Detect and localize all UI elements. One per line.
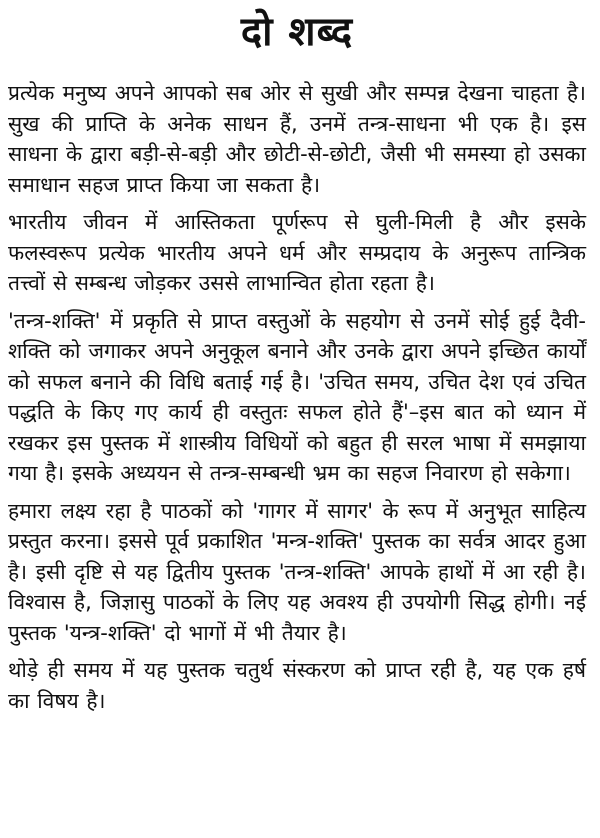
paragraph-indian-life: भारतीय जीवन में आस्तिकता पूर्णरूप से घुली-मिली है और इसके फलस्वरूप प्रत्येक भारतीय अपने धर्म और सम्प्रदाय के अनुरूप तान्त्रिक तत्त्वों से सम्बन्ध जोड़कर उससे लाभान्वित होता रहता है। (8, 210, 586, 295)
paragraph-edition: थोड़े ही समय में यह पुस्तक चतुर्थ संस्करण को प्राप्त रही है, यह एक हर्ष का विषय है। (8, 658, 586, 713)
paragraph-tantra-shakti: 'तन्त्र-शक्ति' में प्रकृति से प्राप्त वस्तुओं के सहयोग से उनमें सोई हुई दैवी-शक्ति को जगाकर अपने अनुकूल बनाने और उनके द्वारा अपने इच्छित कार्यों को सफल बनाने की विधि बताई गई है। 'उचित समय, उचित देश एवं उचित पद्धति के किए गए कार्य ही वस्तुतः सफल होते हैं'–इस बात को ध्यान में रखकर इस पुस्तक में शास्त्रीय विधियों को बहुत ही सरल भाषा में समझाया गया है। इसके अध्ययन से तन्त्र-सम्बन्धी भ्रम का सहज निवारण हो सकेगा। (8, 308, 586, 485)
paragraph-goal: हमारा लक्ष्य रहा है पाठकों को 'गागर में सागर' के रूप में अनुभूत साहित्य प्रस्तुत करना। इससे पूर्व प्रकाशित 'मन्त्र-शक्ति' पुस्तक का सर्वत्र आदर हुआ है। इसी दृष्टि से यह द्वितीय पुस्तक 'तन्त्र-शक्ति' आपके हाथों में आ रही है। विश्वास है, जिज्ञासु पाठकों के लिए यह अवश्य ही उपयोगी सिद्ध होगी। नई पुस्तक 'यन्त्र-शक्ति' दो भागों में भी तैयार है। (8, 498, 586, 645)
paragraph-intro: प्रत्येक मनुष्य अपने आपको सब ओर से सुखी और सम्पन्न देखना चाहता है। सुख की प्राप्ति के अनेक साधन हैं, उनमें तन्त्र-साधना भी एक है। इस साधना के द्वारा बड़ी-से-बड़ी और छोटी-से-छोटी, जैसी भी समस्या हो उसका समाधान सहज प्राप्त किया जा सकता है। (8, 81, 586, 197)
page-title: दो शब्द (240, 9, 354, 55)
